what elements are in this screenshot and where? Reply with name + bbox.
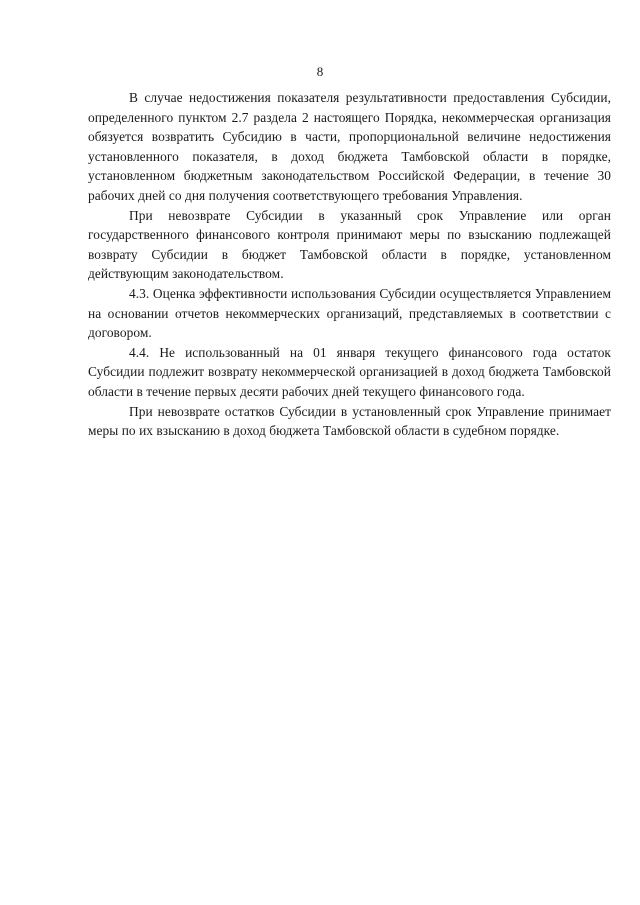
document-body [88, 88, 611, 441]
paragraph-non-return-measures: При невозврате Субсидии в указанный срок Управление или орган государственного финансового контроля принимают меры по взысканию подлежащей возврату Субсидии в бюджет Тамбовской области в порядке, установленном действующим законодательством. [88, 207, 611, 282]
paragraph-4-3-evaluation: 4.3. Оценка эффективности использования Субсидии осуществляется Управлением на основании отчетов некоммерческих организаций, представляемых в соответствии с договором. [88, 285, 611, 341]
paragraph-subsidy-return: В случае недостижения показателя результативности предоставления Субсидии, определенного пунктом 2.7 раздела 2 настоящего Порядка, некоммерческая организация обязуется возвратить Субсидию в части, пропорциональной величине недостижения установленного показателя, в доход бюджета Тамбовской области в порядке, установленном бюджетным законодательством Российской Федерации, в течение 30 рабочих дней со дня получения соответствующего требования Управления. [88, 90, 611, 203]
paragraph-4-4-unused-balance: 4.4. Не использованный на 01 января текущего финансового года остаток Субсидии подлежит возврату некоммерческой организацией в доход бюджета Тамбовской области в течение первых десяти рабочих дней текущего финансового года. [88, 344, 611, 399]
page-number: 8 [316, 64, 324, 79]
paragraph-court-recovery: При невозврате остатков Субсидии в установленный срок Управление принимает меры по их взысканию в доход бюджета Тамбовской области в судебном порядке. [88, 403, 611, 439]
